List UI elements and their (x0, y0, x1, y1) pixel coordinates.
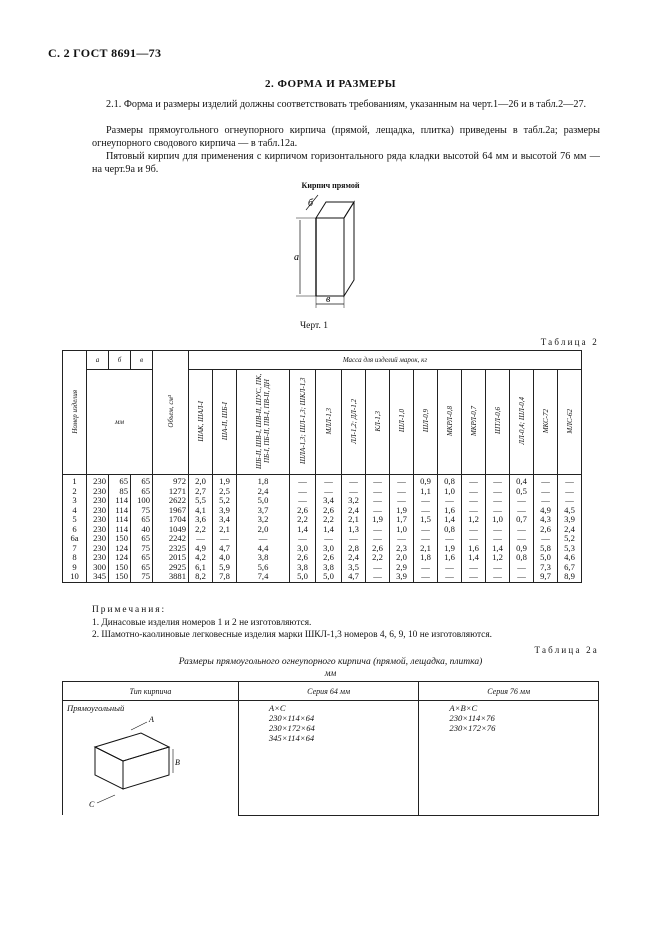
table2-cell: 3,9 (558, 515, 582, 525)
table2-cell: 230 (87, 525, 109, 535)
table2-cell: 0,8 (438, 475, 462, 487)
table2-brand-0: ШАК, ШАЛ-I (189, 370, 213, 475)
table2-cell: 1,4 (438, 515, 462, 525)
table2-cell: 1704 (153, 515, 189, 525)
table2-cell: 345 (87, 572, 109, 582)
table2-cell: — (316, 487, 342, 497)
table2-cell: 2,4 (342, 506, 366, 516)
table2-cell: 0,7 (510, 515, 534, 525)
paragraph-rect-brick: Размеры прямоугольного огнеупорного кирпича (прямой, лещадка, плитка) приведены в табл.2а; размеры огнеупорного сводового кирпича — в табл.12а. (92, 125, 600, 149)
table2-cell: 2,6 (316, 553, 342, 563)
table2-row (63, 506, 582, 516)
table2-row (63, 563, 582, 573)
table2-cell: 1,0 (486, 515, 510, 525)
table2a (62, 681, 599, 816)
figure1-title: Кирпич прямой (301, 181, 360, 190)
table2-brand-9: МКРЛ-0,8 (438, 370, 462, 475)
table2-cell: 3,8 (316, 563, 342, 573)
figure1-label-v: в (326, 294, 331, 305)
table2-brand-8: ШЛ-0,9 (414, 370, 438, 475)
table2-cell: — (438, 496, 462, 506)
table2-brand-12: ЛЛ-0,4; ШЛ-0,4 (510, 370, 534, 475)
table2-cell: 4,2 (189, 553, 213, 563)
table2-cell: 5,3 (558, 544, 582, 554)
table2-row (63, 534, 582, 544)
note-2: 2. Шамотно-каолиновые легковесные изделия марки ШКЛ-1,3 номеров 4, 6, 9, 10 не изготовляются. (92, 630, 492, 640)
table2-cell: — (438, 563, 462, 573)
table2-cell: — (534, 475, 558, 487)
table2-cell: 230 (87, 553, 109, 563)
table2-cell: — (534, 487, 558, 497)
table2-cell: — (486, 572, 510, 582)
table2-cell: — (462, 572, 486, 582)
table2-cell: 3,4 (213, 515, 237, 525)
table2-cell: 9 (63, 563, 87, 573)
table2-cell: 1,9 (390, 506, 414, 516)
table2-cell: — (366, 506, 390, 516)
table2-cell: 230 (87, 544, 109, 554)
table2-row (63, 553, 582, 563)
table2-cell: — (316, 475, 342, 487)
table2-cell: 65 (131, 563, 153, 573)
table2-cell: — (486, 487, 510, 497)
table2-cell: — (366, 496, 390, 506)
table2-cell: 65 (131, 487, 153, 497)
table2-cell: — (366, 572, 390, 582)
table2-cell: — (462, 563, 486, 573)
paragraph-skew-brick: Пятовый кирпич для применения с кирпичом горизонтального ряда кладки высотой 64 мм и высотой 76 мм — на черт.9а и 9б. (92, 151, 600, 175)
table2-cell: 1,5 (414, 515, 438, 525)
table2-header-mass: Масса для изделий марок, кг (189, 351, 582, 370)
table2-cell: 1,3 (342, 525, 366, 535)
table2-cell: 8,2 (189, 572, 213, 582)
table2-row (63, 572, 582, 582)
table2-brand-3: ШЛА-1,3; ШЛ-1,3; ШКЛ-1,3 (290, 370, 316, 475)
table2-cell: 10 (63, 572, 87, 582)
table2-cell: — (390, 487, 414, 497)
table2-cell: 230 (87, 534, 109, 544)
table2-cell: 1,1 (414, 487, 438, 497)
table2-cell: 7,3 (534, 563, 558, 573)
table2-cell: 1,7 (390, 515, 414, 525)
table2-cell: 4,7 (342, 572, 366, 582)
table2-cell: 3,7 (237, 506, 290, 516)
table2-cell: 2,7 (189, 487, 213, 497)
table2-row (63, 544, 582, 554)
table2-cell: — (558, 487, 582, 497)
table2a-series64: А×С 230×114×64 230×172×64 345×114×64 (238, 701, 419, 816)
table2a-unit: мм (324, 668, 337, 678)
table2-cell: 2622 (153, 496, 189, 506)
table2-cell: 6 (63, 525, 87, 535)
figure1-label-b: б (308, 198, 314, 209)
table2-cell: 4,4 (237, 544, 290, 554)
table2-cell: — (366, 525, 390, 535)
table2-cell: 100 (131, 496, 153, 506)
table2-cell: 2,6 (290, 553, 316, 563)
table2-cell: — (414, 525, 438, 535)
table2-cell: 3,2 (237, 515, 290, 525)
table2-cell: 40 (131, 525, 153, 535)
table2-cell: 1,8 (414, 553, 438, 563)
table2-cell: — (486, 496, 510, 506)
table2-cell: 300 (87, 563, 109, 573)
table2-cell: 2325 (153, 544, 189, 554)
table2-cell: — (438, 572, 462, 582)
table2-cell: 1,4 (486, 544, 510, 554)
table2-cell: 75 (131, 572, 153, 582)
table2-header-number: Номер изделия (63, 351, 87, 475)
table2-header-volume: Объем, см³ (153, 351, 189, 475)
table2-cell: — (316, 534, 342, 544)
table2-cell: — (414, 496, 438, 506)
table2-cell: 65 (131, 515, 153, 525)
table2-cell: — (290, 487, 316, 497)
table2-cell: 1,6 (438, 553, 462, 563)
table2-cell: — (558, 475, 582, 487)
table2-cell: — (366, 487, 390, 497)
table2a-caption: Таблица 2а (534, 645, 599, 655)
table2-cell: — (510, 496, 534, 506)
table2-cell: 3,4 (316, 496, 342, 506)
table2-cell: 3,8 (290, 563, 316, 573)
table2-cell: 7,8 (213, 572, 237, 582)
table2a-label-b: В (175, 758, 180, 767)
table2-cell: 65 (131, 553, 153, 563)
table2-cell: 6,1 (189, 563, 213, 573)
table2-cell: 2,2 (366, 553, 390, 563)
table2-cell: 1,4 (290, 525, 316, 535)
table2-cell: 2,2 (316, 515, 342, 525)
table2-cell: — (366, 475, 390, 487)
paragraph-2-1: 2.1. Форма и размеры изделий должны соответствовать требованиям, указанным на черт.1—26 и в табл.2—27. (106, 99, 587, 110)
table2-cell: — (213, 534, 237, 544)
table2-cell: — (237, 534, 290, 544)
table2-caption: Таблица 2 (540, 337, 599, 347)
table2-row (63, 496, 582, 506)
table2-cell: 2,1 (414, 544, 438, 554)
table2-brand-11: ШТЛ-0,6 (486, 370, 510, 475)
table2a-header-76: Серия 76 мм (419, 682, 599, 701)
table2-cell: 4,1 (189, 506, 213, 516)
table2-cell: — (342, 487, 366, 497)
table2-brand-13: МКС-72 (534, 370, 558, 475)
table2-cell: 150 (109, 572, 131, 582)
table2-cell: 1967 (153, 506, 189, 516)
table2-header-unit: мм (87, 370, 153, 475)
table2-cell: 1,2 (486, 553, 510, 563)
table2-cell: 5,6 (237, 563, 290, 573)
table2-cell: 150 (109, 534, 131, 544)
table2-cell: — (414, 563, 438, 573)
table2-cell: 2,0 (390, 553, 414, 563)
table2-cell: 1271 (153, 487, 189, 497)
table2-cell: 2,4 (237, 487, 290, 497)
table2-cell: — (366, 534, 390, 544)
table2-cell: 5,2 (558, 534, 582, 544)
table2-cell: 1,6 (462, 544, 486, 554)
table2-cell: 2,0 (189, 475, 213, 487)
table2-cell: 5,8 (534, 544, 558, 554)
table2-cell: 1,0 (438, 487, 462, 497)
table2-cell: — (510, 534, 534, 544)
table2-cell: — (510, 572, 534, 582)
table2-cell: — (534, 534, 558, 544)
table2-cell: — (290, 496, 316, 506)
table2-cell: 5,5 (189, 496, 213, 506)
table2-cell: 2,6 (316, 506, 342, 516)
table2-cell: 2,9 (390, 563, 414, 573)
table2-cell: 4,3 (534, 515, 558, 525)
table2-cell: 2242 (153, 534, 189, 544)
table2-cell: — (510, 563, 534, 573)
table2-cell: — (486, 506, 510, 516)
table2-cell: 5,0 (290, 572, 316, 582)
table2-cell: 3881 (153, 572, 189, 582)
table2-cell: 2,6 (366, 544, 390, 554)
table2-cell: — (486, 534, 510, 544)
table2-cell: 1049 (153, 525, 189, 535)
table2-brand-2: ШБ-II, ШВ-I, ШВ-II, ШУС, ПК, ПБ-I, ПБ-II, ПВ-I, ПВ-II, ДН (237, 370, 290, 475)
table2-cell: 124 (109, 553, 131, 563)
page-header: С. 2 ГОСТ 8691—73 (48, 46, 162, 60)
notes-title: Примечания: (92, 605, 167, 615)
table2-cell: — (342, 475, 366, 487)
table2-cell: 3,9 (390, 572, 414, 582)
table2a-label-a: А (149, 715, 154, 724)
table2-cell: 9,7 (534, 572, 558, 582)
table2-cell: 2,2 (290, 515, 316, 525)
table2-cell: 5,9 (213, 563, 237, 573)
table2-cell: 2925 (153, 563, 189, 573)
table2-cell: 0,4 (510, 475, 534, 487)
table2-cell: — (510, 506, 534, 516)
table2-cell: 2,5 (213, 487, 237, 497)
table2-cell: 4,5 (558, 506, 582, 516)
figure1-label-a: а (294, 252, 299, 263)
table2a-type-label: Прямоугольный (67, 703, 125, 713)
table2-cell: — (438, 534, 462, 544)
table2a-title: Размеры прямоугольного огнеупорного кирпича (прямой, лещадка, плитка) (178, 657, 483, 667)
table2-cell: 5,0 (237, 496, 290, 506)
table2-brand-1: ША-II, ШБ-I (213, 370, 237, 475)
table2-cell: — (462, 496, 486, 506)
table2-cell: — (462, 525, 486, 535)
table2-cell: — (462, 487, 486, 497)
table2a-series76: А×В×С 230×114×76 230×172×76 (419, 701, 599, 816)
table2-cell: 0,8 (510, 553, 534, 563)
table2-cell: 3,8 (237, 553, 290, 563)
table2-cell: — (462, 475, 486, 487)
table2-cell: 75 (131, 506, 153, 516)
table2-cell: 85 (109, 487, 131, 497)
table2-cell: 7 (63, 544, 87, 554)
table2-cell: 1,9 (438, 544, 462, 554)
table2-cell: 150 (109, 563, 131, 573)
table2-cell: 4,6 (558, 553, 582, 563)
table2-cell: 3,5 (342, 563, 366, 573)
table2-cell: 3,9 (213, 506, 237, 516)
table2-cell: — (486, 475, 510, 487)
table2-cell: — (290, 475, 316, 487)
table2-cell: 4,7 (213, 544, 237, 554)
table2-cell: 65 (131, 475, 153, 487)
table2-cell: 3,0 (316, 544, 342, 554)
table2-cell: 5 (63, 515, 87, 525)
table2-cell: — (462, 534, 486, 544)
table2-cell: 3,2 (342, 496, 366, 506)
table2-cell: 114 (109, 515, 131, 525)
table2-cell: — (534, 496, 558, 506)
table2-cell: 114 (109, 525, 131, 535)
table2-cell: 114 (109, 496, 131, 506)
table2-cell: 2,3 (390, 544, 414, 554)
table2 (62, 350, 582, 583)
table2-cell: 230 (87, 475, 109, 487)
figure1-brick-drawing (282, 192, 378, 312)
table2a-header-64: Серия 64 мм (238, 682, 419, 701)
table2-cell: 4 (63, 506, 87, 516)
table2-cell: — (390, 496, 414, 506)
table2-cell: 1,6 (438, 506, 462, 516)
table2-row (63, 475, 582, 487)
table2-cell: 2,4 (558, 525, 582, 535)
note-1: 1. Динасовые изделия номеров 1 и 2 не изготовляются. (92, 618, 312, 628)
table2-cell: 6а (63, 534, 87, 544)
table2-cell: 1,2 (462, 515, 486, 525)
table2-row (63, 525, 582, 535)
table2-cell: 230 (87, 487, 109, 497)
table2-cell: 1,4 (462, 553, 486, 563)
table2-cell: 4,0 (213, 553, 237, 563)
table2-header-a: а (87, 351, 109, 370)
table2-cell: 1,9 (213, 475, 237, 487)
figure1-caption: Черт. 1 (300, 321, 328, 331)
table2-cell: 2,0 (237, 525, 290, 535)
table2-cell: — (462, 506, 486, 516)
table2-header-v: в (131, 351, 153, 370)
table2-cell: 124 (109, 544, 131, 554)
table2-brand-14: МЛС-62 (558, 370, 582, 475)
table2-header-b: б (109, 351, 131, 370)
table2-cell: — (414, 506, 438, 516)
table2-cell: — (342, 534, 366, 544)
table2-cell: 2 (63, 487, 87, 497)
table2-cell: 230 (87, 515, 109, 525)
table2-cell: — (390, 534, 414, 544)
table2-brand-5: ЛЛ-1,2; ДЛ-1,2 (342, 370, 366, 475)
table2-cell: 1 (63, 475, 87, 487)
table2-cell: — (558, 496, 582, 506)
table2-cell: 0,8 (438, 525, 462, 535)
table2-cell: 4,9 (189, 544, 213, 554)
table2-brand-10: МКРЛ-0,7 (462, 370, 486, 475)
table2-cell: 972 (153, 475, 189, 487)
table2-cell: — (414, 534, 438, 544)
table2-cell: 2,2 (189, 525, 213, 535)
table2-cell: 1,9 (366, 515, 390, 525)
table2-cell: 4,9 (534, 506, 558, 516)
table2-cell: 0,9 (510, 544, 534, 554)
table2-cell: 65 (131, 534, 153, 544)
table2-cell: — (366, 563, 390, 573)
table2-cell: 2,1 (342, 515, 366, 525)
table2-cell: 0,5 (510, 487, 534, 497)
table2-cell: 3,6 (189, 515, 213, 525)
table2a-header-type: Тип кирпича (63, 682, 239, 701)
table2-cell: 75 (131, 544, 153, 554)
table2-cell: 3 (63, 496, 87, 506)
table2-cell: 2,6 (534, 525, 558, 535)
table2-cell: — (290, 534, 316, 544)
table2-cell: — (414, 572, 438, 582)
table2-cell: 1,8 (237, 475, 290, 487)
table2a-label-c: С (89, 800, 95, 809)
table2-cell: 2,1 (213, 525, 237, 535)
section-title: 2. ФОРМА И РАЗМЕРЫ (264, 78, 397, 90)
table2-cell: 6,7 (558, 563, 582, 573)
table2-cell: 7,4 (237, 572, 290, 582)
table2-cell: — (486, 563, 510, 573)
table2-cell: 5,0 (316, 572, 342, 582)
table2-cell: 2,8 (342, 544, 366, 554)
table2-cell: 1,4 (316, 525, 342, 535)
table2-cell: 2,6 (290, 506, 316, 516)
table2-cell: 5,2 (213, 496, 237, 506)
table2-cell: 114 (109, 506, 131, 516)
table2a-brick-drawing (85, 713, 195, 809)
table2-cell: — (390, 475, 414, 487)
table2-cell: — (486, 525, 510, 535)
table2-cell: 8 (63, 553, 87, 563)
table2-cell: — (510, 525, 534, 535)
table2-cell: 8,9 (558, 572, 582, 582)
table2-cell: 230 (87, 506, 109, 516)
table2-cell: 2015 (153, 553, 189, 563)
table2-cell: 5,0 (534, 553, 558, 563)
table2-cell: 230 (87, 496, 109, 506)
table2-row (63, 515, 582, 525)
table2-cell: — (189, 534, 213, 544)
table2-cell: 2,4 (342, 553, 366, 563)
table2-cell: 0,9 (414, 475, 438, 487)
table2-cell: 65 (109, 475, 131, 487)
table2-cell: 3,0 (290, 544, 316, 554)
table2-brand-6: КЛ-1,3 (366, 370, 390, 475)
table2-cell: 1,0 (390, 525, 414, 535)
table2-brand-4: МЛЛ-1,3 (316, 370, 342, 475)
table2-brand-7: ШЛ-1,0 (390, 370, 414, 475)
